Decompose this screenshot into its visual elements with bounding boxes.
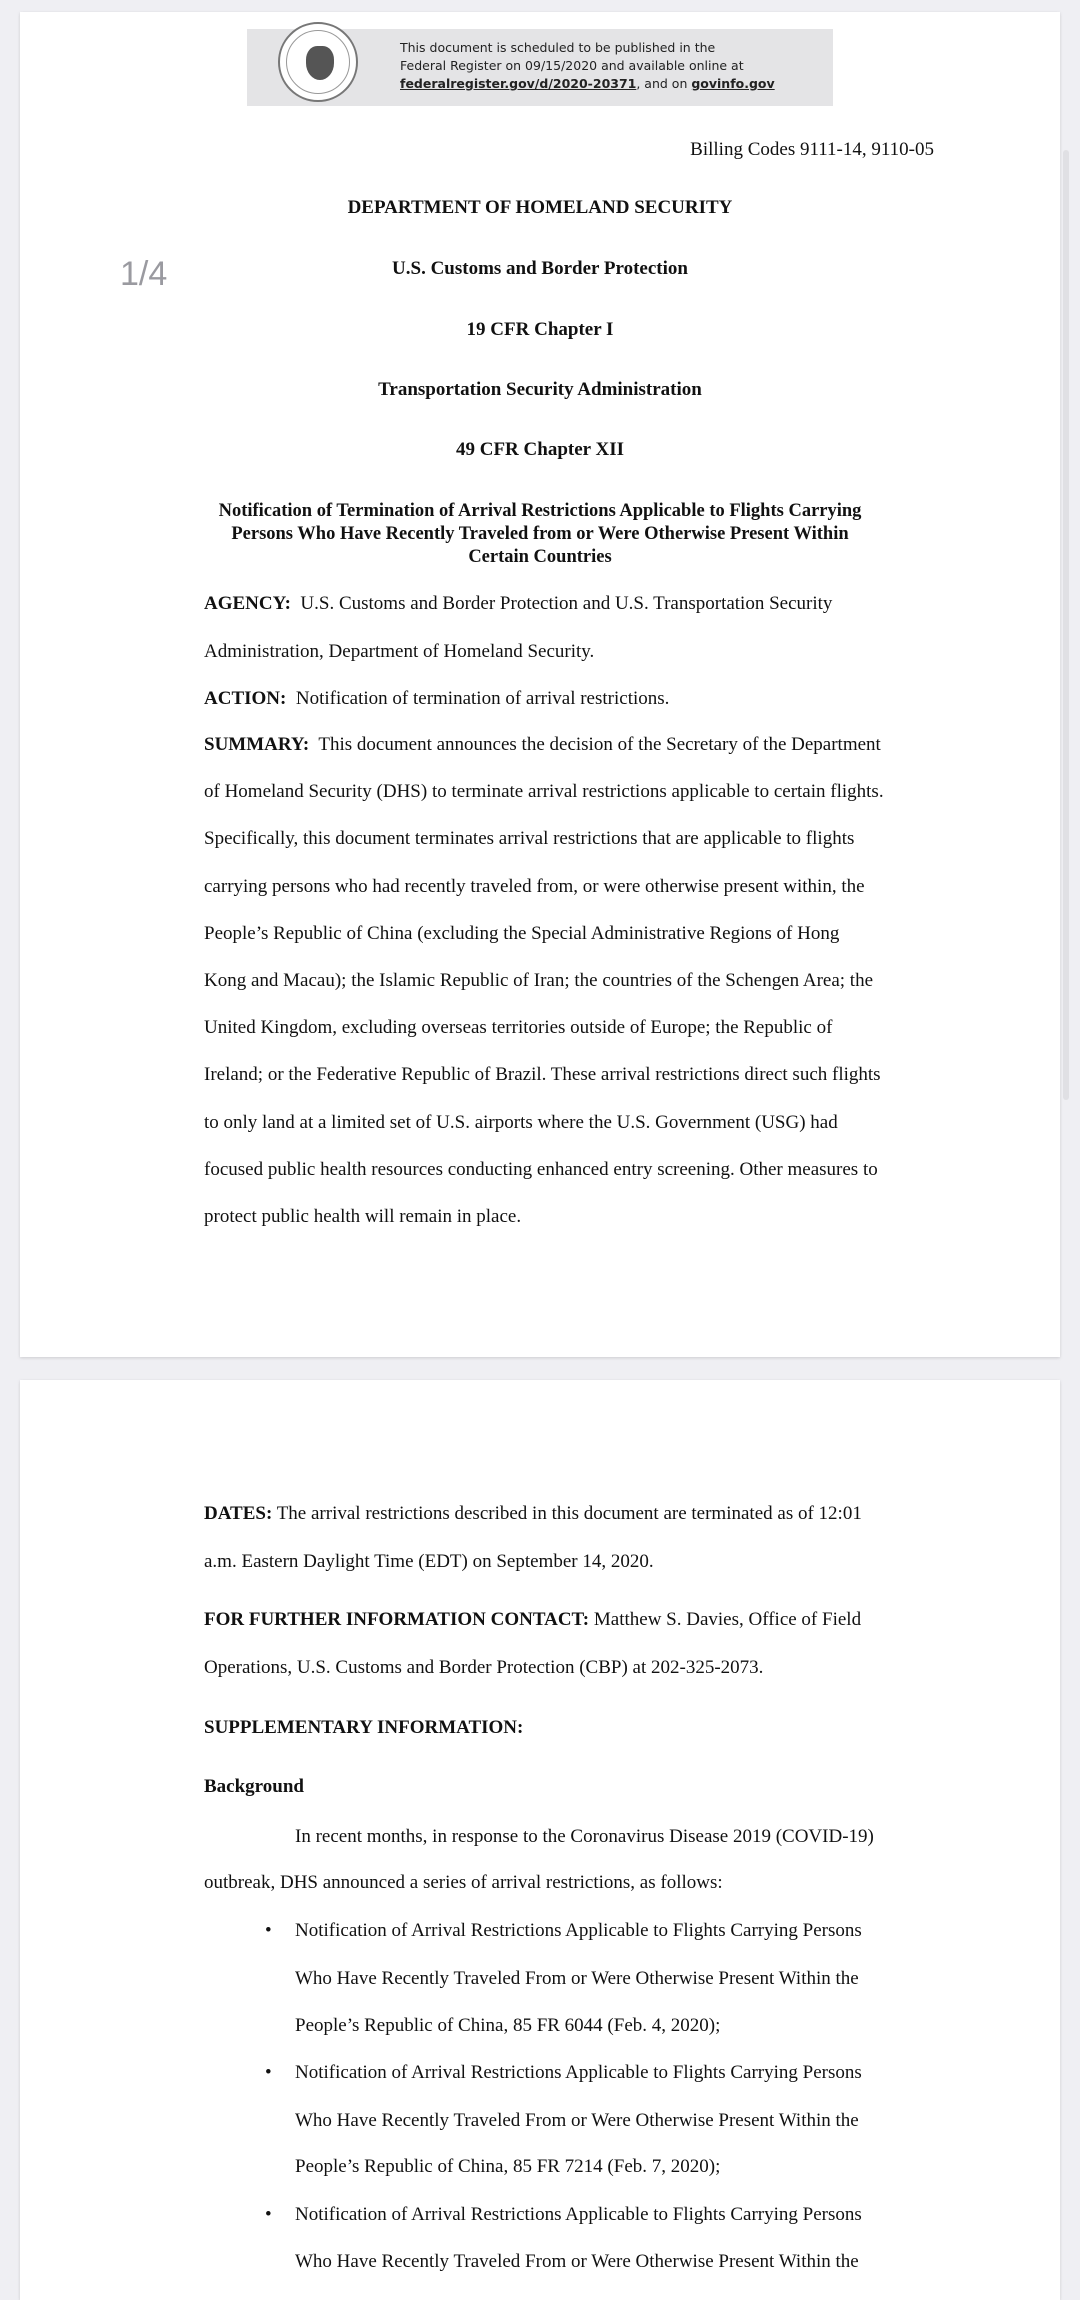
action-line [204, 687, 669, 711]
summary-label: SUMMARY: [204, 734, 310, 755]
action-label: ACTION: [204, 688, 287, 709]
summary-line: focused public health resources conducting enhanced entry screening. Other measures to [204, 1158, 878, 1180]
contact-label: FOR FURTHER INFORMATION CONTACT: [204, 1609, 590, 1630]
supplementary-heading: SUPPLEMENTARY INFORMATION: [204, 1717, 524, 1738]
action-text: Notification of termination of arrival restrictions. [295, 688, 670, 709]
document-title: Persons Who Have Recently Traveled from or Were Otherwise Present Within [231, 524, 849, 544]
dates-text: a.m. Eastern Daylight Time (EDT) on September 14, 2020. [204, 1551, 654, 1572]
document-title: Certain Countries [468, 547, 612, 567]
summary-line: carrying persons who had recently traveled from, or were otherwise present within, the [204, 875, 865, 897]
background-text: In recent months, in response to the Coronavirus Disease 2019 (COVID-19) [295, 1826, 874, 1847]
billing-codes: Billing Codes 9111-14, 9110-05 [690, 139, 934, 160]
summary-line: United Kingdom, excluding overseas territories outside of Europe; the Republic of [204, 1017, 833, 1039]
bullet-icon: • [265, 1920, 272, 1941]
federalregister-link[interactable]: federalregister.gov/d/2020-20371 [400, 76, 637, 91]
heading-cbp: U.S. Customs and Border Protection [392, 258, 688, 279]
heading-dhs: DEPARTMENT OF HOMELAND SECURITY [347, 197, 733, 218]
bullet-item-line: Who Have Recently Traveled From or Were Otherwise Present Within the [295, 2110, 859, 2131]
page-indicator: 1/4 [120, 255, 168, 293]
background-heading: Background [204, 1776, 304, 1797]
summary-line: People’s Republic of China (excluding the Special Administrative Regions of Hong [204, 922, 840, 944]
heading-49cfr: 49 CFR Chapter XII [455, 439, 624, 460]
summary-line: to only land at a limited set of U.S. airports where the U.S. Government (USG) had [204, 1111, 838, 1133]
publication-notice [400, 39, 775, 93]
agency-line [204, 592, 832, 616]
summary-text: This document announces the decision of the Secretary of the Department [318, 734, 881, 755]
heading-tsa: Transportation Security Administration [378, 379, 702, 400]
bullet-icon: • [265, 2204, 272, 2225]
bullet-item-line: Notification of Arrival Restrictions Applicable to Flights Carrying Persons [295, 1920, 862, 1941]
bullet-item-line: People’s Republic of China, 85 FR 7214 (Feb. 7, 2020); [295, 2156, 721, 2177]
bullet-item-line: Notification of Arrival Restrictions Applicable to Flights Carrying Persons [295, 2062, 862, 2083]
bullet-item-line: Notification of Arrival Restrictions Applicable to Flights Carrying Persons [295, 2204, 862, 2225]
scrollbar[interactable] [1063, 150, 1069, 1100]
bullet-item-line: Who Have Recently Traveled From or Were Otherwise Present Within the [295, 2251, 859, 2272]
dates-line [204, 1502, 862, 1526]
summary-line: protect public health will remain in place. [204, 1206, 522, 1227]
stamp-line: Federal Register on 09/15/2020 and available online at [400, 58, 744, 73]
govinfo-link[interactable]: govinfo.gov [691, 76, 775, 91]
heading-19cfr: 19 CFR Chapter I [466, 319, 614, 340]
contact-line [204, 1608, 861, 1632]
agency-label: AGENCY: [204, 593, 291, 614]
stamp-text: , and on [636, 76, 692, 91]
summary-line: Kong and Macau); the Islamic Republic of Iran; the countries of the Schengen Area; the [204, 970, 873, 991]
contact-text: Matthew S. Davies, Office of Field [593, 1609, 862, 1630]
agency-text: Administration, Department of Homeland Security. [204, 641, 595, 662]
summary-line [204, 733, 881, 757]
summary-line: of Homeland Security (DHS) to terminate arrival restrictions applicable to certain flights. [204, 781, 884, 803]
dates-label: DATES: [204, 1503, 273, 1524]
summary-line: Ireland; or the Federative Republic of Brazil. These arrival restrictions direct such flights [204, 1064, 881, 1086]
background-text: outbreak, DHS announced a series of arrival restrictions, as follows: [204, 1872, 723, 1893]
summary-line: Specifically, this document terminates arrival restrictions that are applicable to flights [204, 828, 855, 850]
agency-text: U.S. Customs and Border Protection and U.S. Transportation Security [300, 593, 833, 614]
bullet-item-line: People’s Republic of China, 85 FR 6044 (Feb. 4, 2020); [295, 2015, 721, 2036]
document-title: Notification of Termination of Arrival Restrictions Applicable to Flights Carrying [218, 501, 862, 521]
national-archives-seal-icon [278, 22, 358, 102]
stamp-line: This document is scheduled to be published in the [400, 40, 716, 55]
bullet-item-line: Who Have Recently Traveled From or Were Otherwise Present Within the [295, 1968, 859, 1989]
contact-text: Operations, U.S. Customs and Border Protection (CBP) at 202-325-2073. [204, 1657, 764, 1678]
bullet-icon: • [265, 2062, 272, 2083]
dates-text: The arrival restrictions described in this document are terminated as of 12:01 [276, 1503, 862, 1524]
